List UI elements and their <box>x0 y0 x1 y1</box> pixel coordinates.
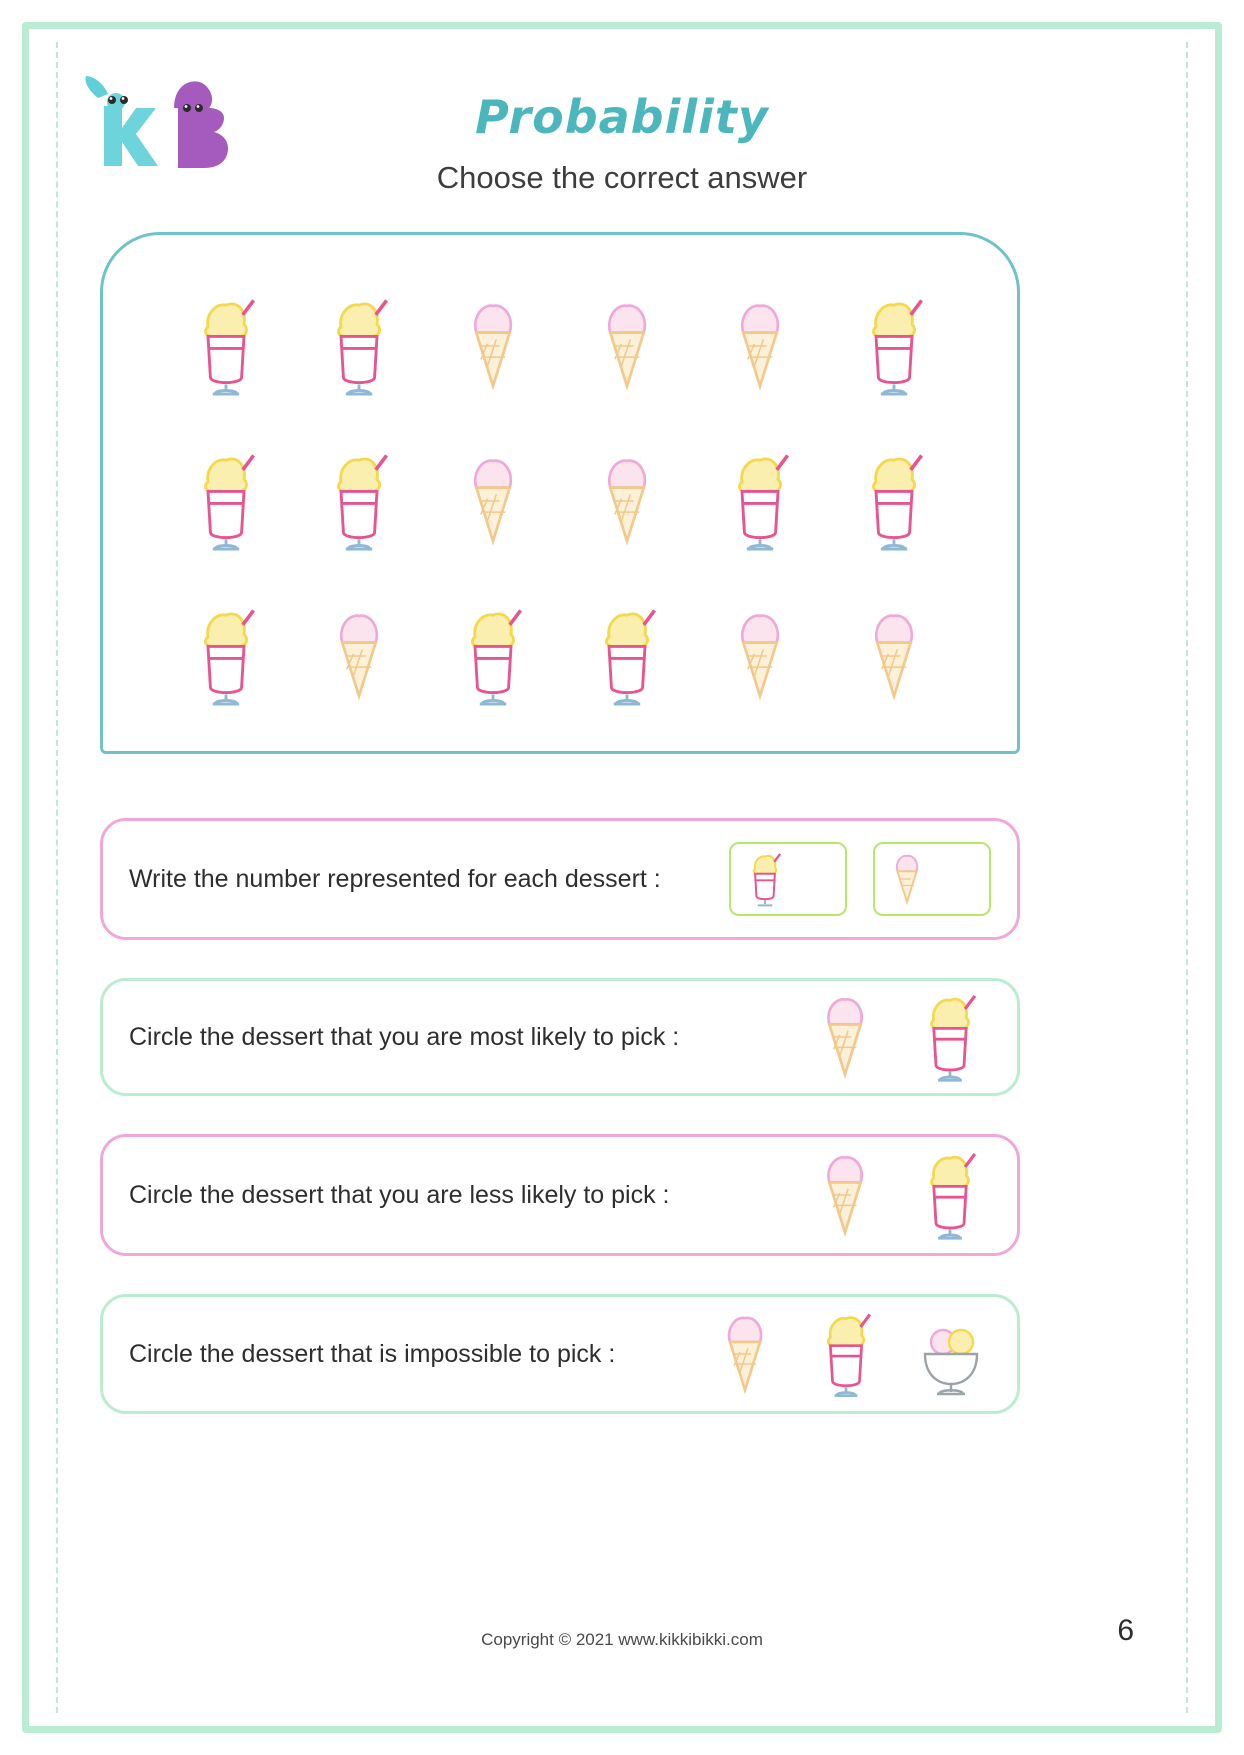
cone-icon[interactable] <box>807 985 883 1089</box>
dessert-cell <box>171 286 281 406</box>
dessert-cell <box>304 286 414 406</box>
cone-icon[interactable] <box>709 1304 781 1404</box>
dessert-cell <box>705 441 815 561</box>
cone-icon[interactable] <box>807 1143 883 1247</box>
question-3-choices <box>807 1141 991 1249</box>
answer-box-cone[interactable] <box>873 842 991 916</box>
question-row-3 <box>100 1134 1020 1256</box>
dessert-cell <box>304 598 414 714</box>
question-row-1 <box>100 818 1020 940</box>
dessert-cell <box>572 596 682 716</box>
dessert-cell <box>705 598 815 714</box>
dessert-cell <box>839 441 949 561</box>
dessert-cell <box>171 441 281 561</box>
dessert-cell <box>705 288 815 404</box>
question-row-4 <box>100 1294 1020 1414</box>
copyright-text: Copyright © 2021 www.kikkibikki.com <box>481 1630 763 1649</box>
question-3-text: Circle the dessert that you are less likely to pick : <box>129 1180 670 1209</box>
page-number: 6 <box>1117 1614 1134 1647</box>
page-title: Probability <box>475 90 769 144</box>
dessert-grid <box>103 235 1017 751</box>
dessert-cell <box>839 286 949 406</box>
dessert-cell <box>304 441 414 561</box>
question-4-text: Circle the dessert that is impossible to pick : <box>129 1339 616 1368</box>
question-2-text: Circle the dessert that you are most likely to pick : <box>129 1022 680 1051</box>
sundae-icon[interactable] <box>807 1302 885 1406</box>
question-2-choices <box>807 983 991 1091</box>
dessert-cell <box>438 596 548 716</box>
dessert-cell <box>171 596 281 716</box>
dessert-cell <box>839 598 949 714</box>
bowl-icon[interactable] <box>911 1304 991 1404</box>
question-4-choices <box>709 1302 991 1406</box>
question-1-answers <box>729 842 991 916</box>
dessert-cell <box>572 443 682 559</box>
question-1-text: Write the number represented for each dessert : <box>129 864 661 893</box>
question-row-2 <box>100 978 1020 1096</box>
answer-box-sundae[interactable] <box>729 842 847 916</box>
dessert-cell <box>438 443 548 559</box>
dessert-cell <box>572 288 682 404</box>
dessert-row <box>159 269 961 424</box>
dessert-grid-panel <box>100 232 1020 754</box>
sundae-icon[interactable] <box>909 1141 991 1249</box>
page-subtitle: Choose the correct answer <box>436 160 808 195</box>
dessert-cell <box>438 288 548 404</box>
dessert-row <box>159 578 961 733</box>
dessert-row <box>159 424 961 579</box>
sundae-icon[interactable] <box>909 983 991 1091</box>
